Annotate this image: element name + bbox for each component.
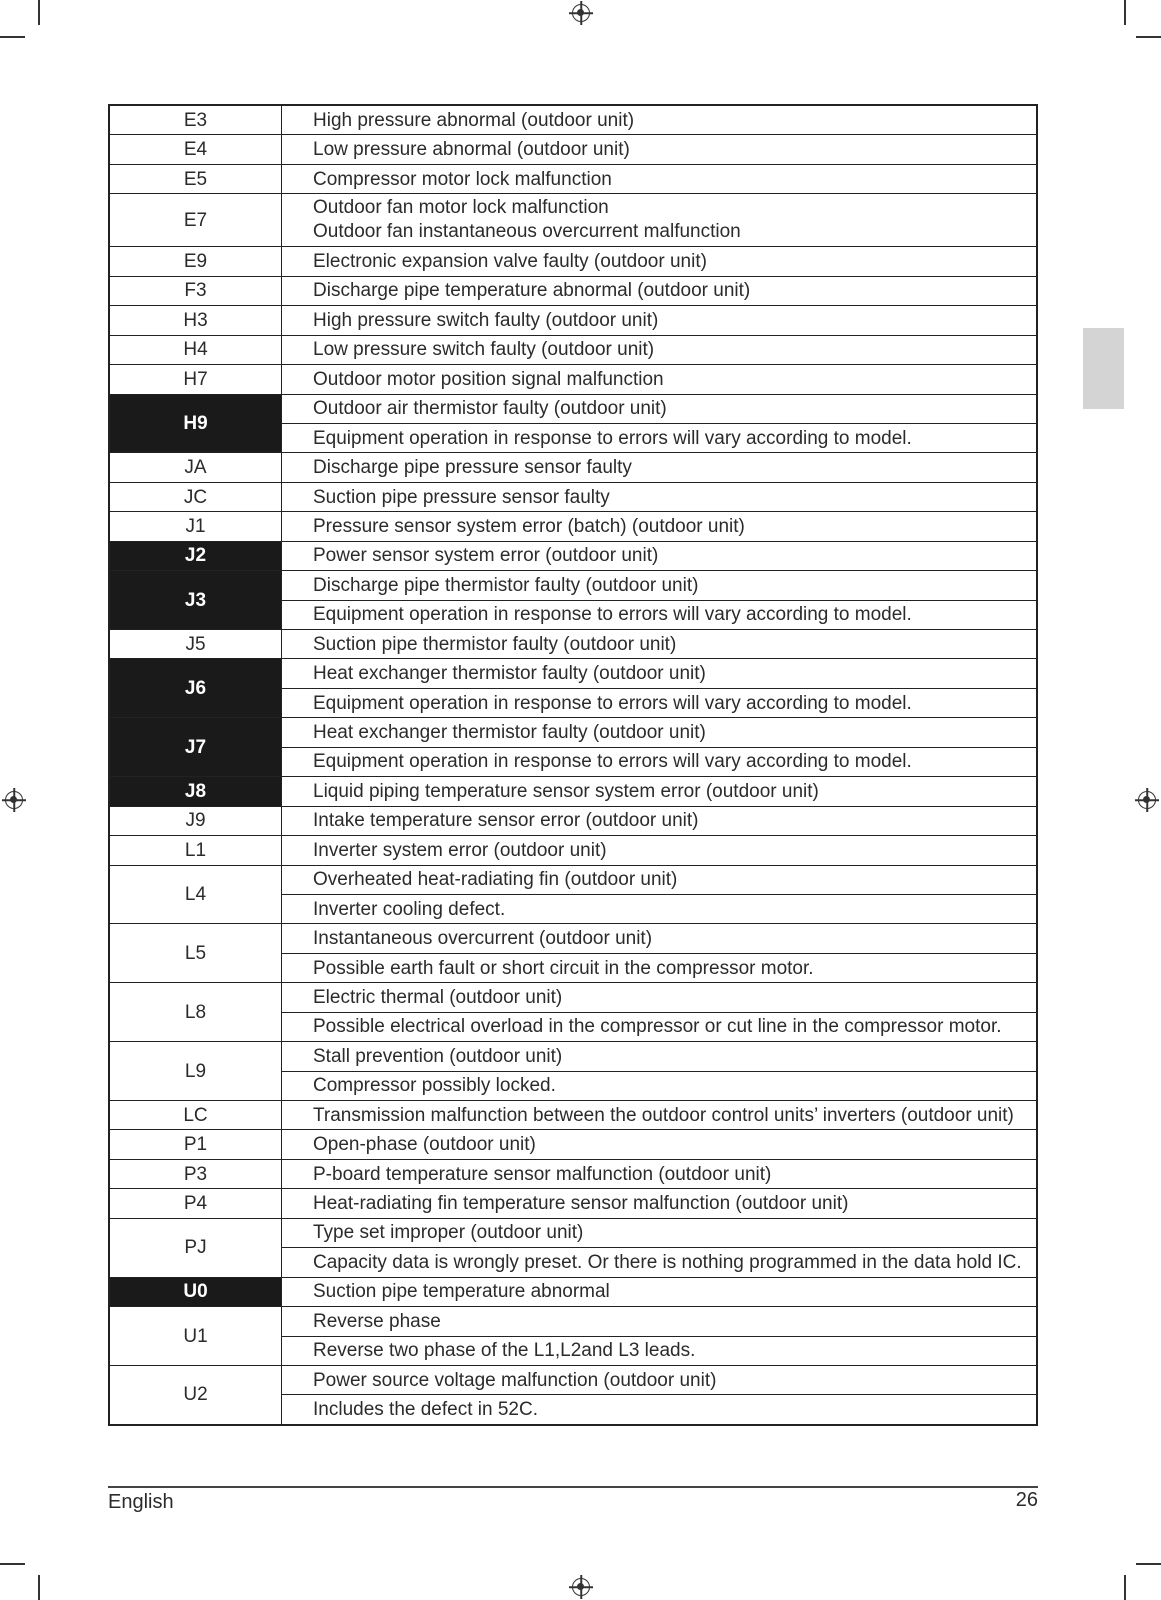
error-description-line: Outdoor fan instantaneous overcurrent malfunction [313, 221, 741, 243]
table-row [109, 777, 1037, 806]
error-description-line: Suction pipe thermistor faulty (outdoor unit) [313, 633, 677, 655]
error-description-line: Inverter system error (outdoor unit) [313, 839, 607, 861]
error-description [282, 335, 1038, 364]
error-description [282, 194, 1038, 247]
table-row [109, 482, 1037, 511]
error-description [282, 453, 1038, 482]
error-description: Overheated heat-radiating fin (outdoor unit) [282, 865, 1038, 894]
error-description-line: Low pressure abnormal (outdoor unit) [313, 139, 630, 161]
error-code: E7 [109, 194, 282, 247]
error-description [282, 541, 1038, 570]
error-description [282, 1130, 1038, 1159]
error-description-line: High pressure abnormal (outdoor unit) [313, 109, 635, 131]
error-description-line: Outdoor fan motor lock malfunction [313, 197, 609, 219]
error-description: Heat exchanger thermistor faulty (outdoor unit) [282, 659, 1038, 688]
error-description [282, 836, 1038, 865]
error-code: LC [109, 1101, 282, 1130]
error-description: Includes the defect in 52C. [282, 1395, 1038, 1425]
error-code: P4 [109, 1189, 282, 1218]
table-row [109, 1159, 1037, 1188]
table-row [109, 541, 1037, 570]
error-code: JC [109, 482, 282, 511]
table-row [109, 571, 1037, 600]
error-code: J7 [109, 718, 282, 777]
error-description-line: High pressure switch faulty (outdoor unit) [313, 309, 659, 331]
error-description [282, 306, 1038, 335]
error-description-line: Transmission malfunction between the outdoor control units’ inverters (outdoor unit) [313, 1104, 1014, 1126]
table-row [109, 836, 1037, 865]
error-description: Heat exchanger thermistor faulty (outdoor unit) [282, 718, 1038, 747]
error-description-line: Discharge pipe pressure sensor faulty [313, 457, 632, 479]
error-description [282, 1159, 1038, 1188]
error-description [282, 247, 1038, 276]
crop-mark [0, 36, 25, 38]
error-code: E9 [109, 247, 282, 276]
error-description-line: Heat-radiating fin temperature sensor malfunction (outdoor unit) [313, 1193, 849, 1215]
error-description [282, 105, 1038, 135]
table-row [109, 659, 1037, 688]
error-description [282, 135, 1038, 164]
table-row [109, 924, 1037, 953]
error-description [282, 1277, 1038, 1306]
error-code: E4 [109, 135, 282, 164]
error-description: Outdoor air thermistor faulty (outdoor unit) [282, 394, 1038, 423]
error-code: P1 [109, 1130, 282, 1159]
table-row [109, 365, 1037, 394]
table-row [109, 164, 1037, 193]
crop-mark [1124, 1575, 1126, 1600]
error-description-line: Discharge pipe temperature abnormal (outdoor unit) [313, 280, 751, 302]
crop-mark [1136, 1563, 1161, 1565]
error-description: Equipment operation in response to errors will vary according to model. [282, 747, 1038, 776]
error-description-line: P-board temperature sensor malfunction (outdoor unit) [313, 1163, 772, 1185]
error-code: E5 [109, 164, 282, 193]
error-description [282, 276, 1038, 305]
error-description-line: Power sensor system error (outdoor unit) [313, 545, 659, 567]
error-description [282, 365, 1038, 394]
error-code: H9 [109, 394, 282, 453]
error-description: Possible electrical overload in the compressor or cut line in the compressor motor. [282, 1012, 1038, 1041]
error-description: Equipment operation in response to errors will vary according to model. [282, 688, 1038, 717]
registration-mark-icon [572, 4, 590, 22]
error-code: L9 [109, 1042, 282, 1101]
error-code: J5 [109, 630, 282, 659]
error-code-table [108, 104, 1038, 1426]
error-description [282, 1101, 1038, 1130]
footer-divider [108, 1486, 1038, 1488]
table-row [109, 1042, 1037, 1071]
error-description: Equipment operation in response to errors will vary according to model. [282, 423, 1038, 452]
table-row [109, 512, 1037, 541]
error-description-line: Compressor motor lock malfunction [313, 168, 612, 190]
error-description: Inverter cooling defect. [282, 894, 1038, 923]
table-row [109, 806, 1037, 835]
error-code: J1 [109, 512, 282, 541]
error-description: Discharge pipe thermistor faulty (outdoor unit) [282, 571, 1038, 600]
table-row [109, 865, 1037, 894]
error-description: Type set improper (outdoor unit) [282, 1218, 1038, 1247]
table-row [109, 135, 1037, 164]
error-code: PJ [109, 1218, 282, 1277]
error-description: Stall prevention (outdoor unit) [282, 1042, 1038, 1071]
error-code: L5 [109, 924, 282, 983]
table-row [109, 306, 1037, 335]
table-row [109, 276, 1037, 305]
error-code: J3 [109, 571, 282, 630]
error-description-line: Liquid piping temperature sensor system error (outdoor unit) [313, 780, 819, 802]
table-row [109, 630, 1037, 659]
table-row [109, 335, 1037, 364]
error-description: Compressor possibly locked. [282, 1071, 1038, 1100]
footer-language: English [108, 1491, 174, 1513]
error-code: U0 [109, 1277, 282, 1306]
error-description-line: Electronic expansion valve faulty (outdoor unit) [313, 251, 707, 273]
error-code: U2 [109, 1365, 282, 1424]
table-row [109, 1189, 1037, 1218]
error-code: H4 [109, 335, 282, 364]
table-row [109, 1365, 1037, 1394]
registration-mark-icon [1138, 791, 1156, 809]
error-code: H3 [109, 306, 282, 335]
table-row [109, 247, 1037, 276]
error-description [282, 806, 1038, 835]
error-description-line: Low pressure switch faulty (outdoor unit) [313, 339, 655, 361]
table-row [109, 1307, 1037, 1336]
table-row [109, 105, 1037, 135]
crop-mark [1136, 36, 1161, 38]
error-code: J2 [109, 541, 282, 570]
table-row [109, 394, 1037, 423]
error-description-line: Suction pipe temperature abnormal [313, 1281, 610, 1303]
error-code: F3 [109, 276, 282, 305]
crop-mark [38, 0, 40, 25]
error-code: L4 [109, 865, 282, 924]
error-code: H7 [109, 365, 282, 394]
error-description-line: Intake temperature sensor error (outdoor unit) [313, 810, 699, 832]
error-code: J9 [109, 806, 282, 835]
crop-mark [1124, 0, 1126, 25]
error-description: Equipment operation in response to errors will vary according to model. [282, 600, 1038, 629]
error-code: U1 [109, 1307, 282, 1366]
error-description: Reverse two phase of the L1,L2and L3 leads. [282, 1336, 1038, 1365]
error-description: Electric thermal (outdoor unit) [282, 983, 1038, 1012]
error-description: Possible earth fault or short circuit in the compressor motor. [282, 953, 1038, 982]
error-description [282, 482, 1038, 511]
table-row [109, 718, 1037, 747]
section-tab [1083, 328, 1124, 409]
table-row [109, 983, 1037, 1012]
error-description [282, 630, 1038, 659]
table-row [109, 1101, 1037, 1130]
error-description-line: Suction pipe pressure sensor faulty [313, 486, 610, 508]
table-row [109, 1130, 1037, 1159]
error-code: J6 [109, 659, 282, 718]
table-row [109, 1218, 1037, 1247]
crop-mark [0, 1563, 25, 1565]
table-row [109, 453, 1037, 482]
registration-mark-icon [572, 1578, 590, 1596]
error-code: L1 [109, 836, 282, 865]
page-number: 26 [1015, 1489, 1038, 1511]
error-code: J8 [109, 777, 282, 806]
error-description: Capacity data is wrongly preset. Or there is nothing programmed in the data hold IC. [282, 1248, 1038, 1277]
error-description [282, 1189, 1038, 1218]
error-description: Power source voltage malfunction (outdoor unit) [282, 1365, 1038, 1394]
error-code: L8 [109, 983, 282, 1042]
error-description: Reverse phase [282, 1307, 1038, 1336]
error-code: JA [109, 453, 282, 482]
error-description: Instantaneous overcurrent (outdoor unit) [282, 924, 1038, 953]
error-description [282, 777, 1038, 806]
error-description [282, 164, 1038, 193]
registration-mark-icon [5, 791, 23, 809]
table-row [109, 1277, 1037, 1306]
error-code: P3 [109, 1159, 282, 1188]
error-description-line: Outdoor motor position signal malfunction [313, 368, 664, 390]
error-description [282, 512, 1038, 541]
error-description-line: Pressure sensor system error (batch) (outdoor unit) [313, 515, 745, 537]
table-row [109, 194, 1037, 247]
crop-mark [38, 1575, 40, 1600]
error-description-line: Open-phase (outdoor unit) [313, 1134, 536, 1156]
error-code: E3 [109, 105, 282, 135]
